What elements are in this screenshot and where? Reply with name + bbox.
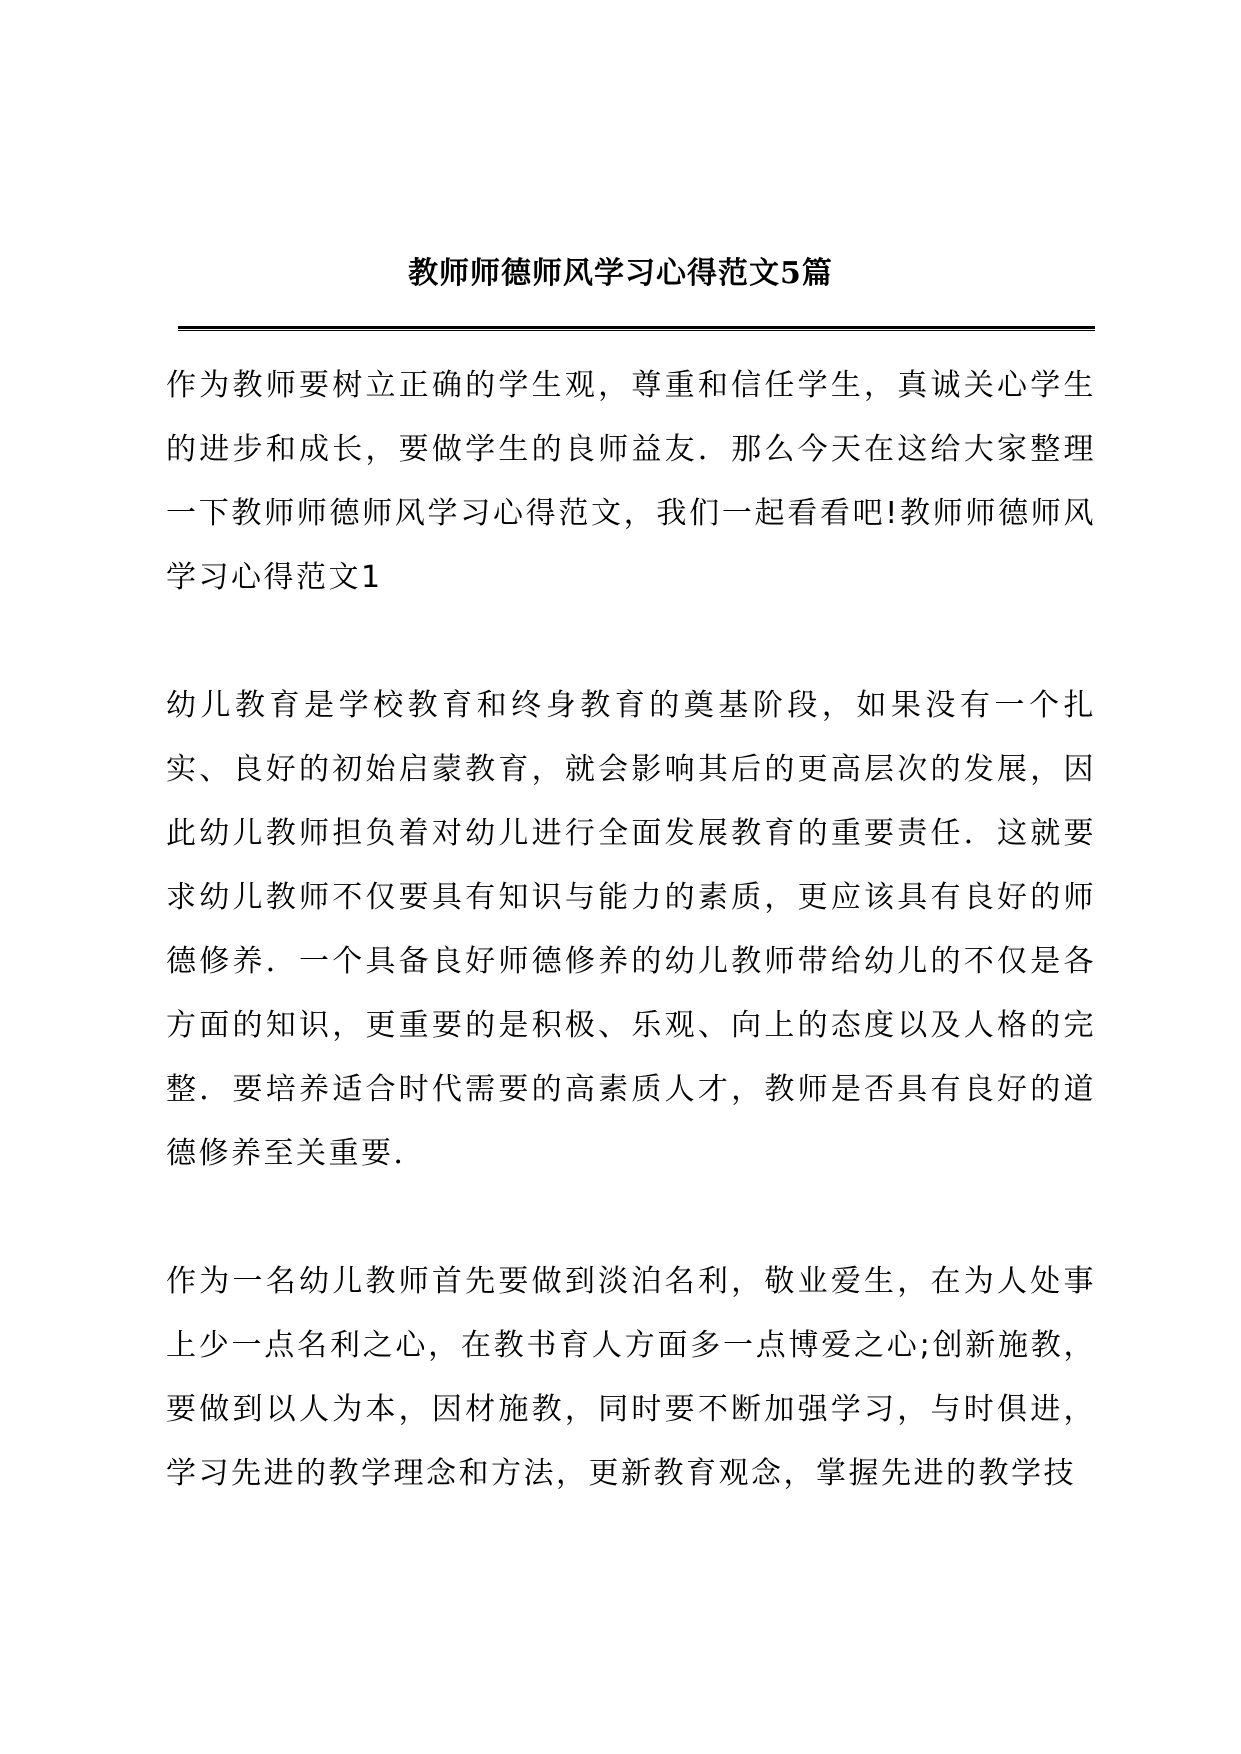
title-divider xyxy=(178,326,1095,331)
document-title: 教师师德师风学习心得范文5篇 xyxy=(408,256,833,291)
paragraph-1: 幼儿教育是学校教育和终身教育的奠基阶段，如果没有一个扎实、良好的初始启蒙教育，就会影响其后的更高层次的发展，因此幼儿教师担负着对幼儿进行全面发展教育的重要责任．这就要求幼儿教师不仅要具有知识与能力的素质，更应该具有良好的师德修养．一个具备良好师德修养的幼儿教师带给幼儿的不仅是各方面的知识，更重要的是积极、乐观、向上的态度以及人格的完整．要培养适合时代需要的高素质人才，教师是否具有良好的道德修养至关重要． xyxy=(166,688,1096,1171)
paragraph-2: 作为一名幼儿教师首先要做到淡泊名利，敬业爱生，在为人处事上少一点名利之心，在教书育人方面多一点博爱之心;创新施教，要做到以人为本，因材施教，同时要不断加强学习，与时俱进，学习先进的教学理念和方法，更新教育观念，掌握先进的教学技 xyxy=(166,1264,1096,1491)
document-body xyxy=(166,354,1096,1506)
paragraph-intro: 作为教师要树立正确的学生观，尊重和信任学生，真诚关心学生的进步和成长，要做学生的良师益友．那么今天在这给大家整理一下教师师德师风学习心得范文，我们一起看看吧!教师师德师风学习心得范文1 xyxy=(166,368,1096,595)
